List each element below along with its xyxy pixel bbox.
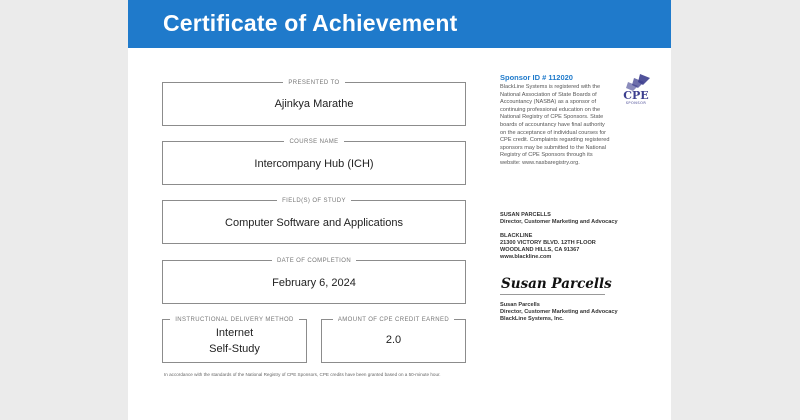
contact-website: www.blackline.com — [500, 254, 552, 260]
cpe-logo-subtext: SPONSOR — [625, 101, 647, 105]
contact-company: BLACKLINE — [500, 233, 533, 239]
signer-name: Susan Parcells — [500, 302, 540, 308]
sponsor-id: Sponsor ID # 112020 — [500, 73, 573, 82]
date-of-completion-box — [162, 260, 466, 304]
course-name-box — [162, 141, 466, 185]
course-name-label: COURSE NAME — [284, 139, 343, 145]
cpe-credit-label: AMOUNT OF CPE CREDIT EARNED — [333, 317, 454, 323]
date-of-completion-label: DATE OF COMPLETION — [272, 258, 356, 264]
completion-date: February 6, 2024 — [272, 277, 356, 289]
certificate-title: Certificate of Achievement — [163, 10, 458, 36]
contact-title: Director, Customer Marketing and Advocacy — [500, 219, 618, 225]
course-name: Intercompany Hub (ICH) — [254, 158, 374, 170]
field-of-study-box — [162, 200, 466, 244]
presented-to-box — [162, 82, 466, 126]
contact-address-line2: WOODLAND HILLS, CA 91367 — [500, 247, 580, 253]
delivery-method-line2: Self-Study — [209, 343, 260, 355]
delivery-method-box — [162, 319, 307, 363]
field-of-study-label: FIELD(S) OF STUDY — [277, 198, 351, 204]
recipient-name: Ajinkya Marathe — [274, 98, 354, 110]
cpe-logo-text: CPE — [623, 89, 649, 102]
sponsor-statement: BlackLine Systems is registered with the National Association of State Boards of Accountancy (NASBA) as a sponsor of continuing professional education on the National Registry of CPE Sponsors. State boards of accountancy have final authority on the acceptance of individual courses for CPE credit. Complaints regarding registered sponsors may be submitted to the National Registry of CPE Sponsors through its website: www.nasbaregistry.org. — [500, 84, 610, 166]
certificate-banner — [128, 0, 671, 48]
field-of-study: Computer Software and Applications — [225, 217, 403, 229]
certificate-page — [128, 0, 671, 420]
footnote: In accordance with the standards of the National Registry of CPE Sponsors, CPE credits have been granted based on a 50-minute hour. — [164, 372, 441, 377]
contact-address-line1: 21300 VICTORY BLVD. 12TH FLOOR — [500, 240, 596, 246]
signature-line — [500, 294, 605, 295]
presented-to-label: PRESENTED TO — [283, 80, 344, 86]
delivery-method-line1: Internet — [215, 327, 254, 339]
contact-name: SUSAN PARCELLS — [500, 212, 551, 218]
signer-company: BlackLine Systems, Inc. — [500, 316, 564, 322]
signature: Susan Parcells — [501, 276, 612, 292]
cpe-credit-box — [321, 319, 466, 363]
cpe-credit-amount: 2.0 — [385, 334, 402, 346]
delivery-method-label: INSTRUCTIONAL DELIVERY METHOD — [170, 317, 299, 323]
signer-title: Director, Customer Marketing and Advocacy — [500, 309, 618, 315]
cpe-sponsor-logo-icon — [618, 73, 654, 105]
